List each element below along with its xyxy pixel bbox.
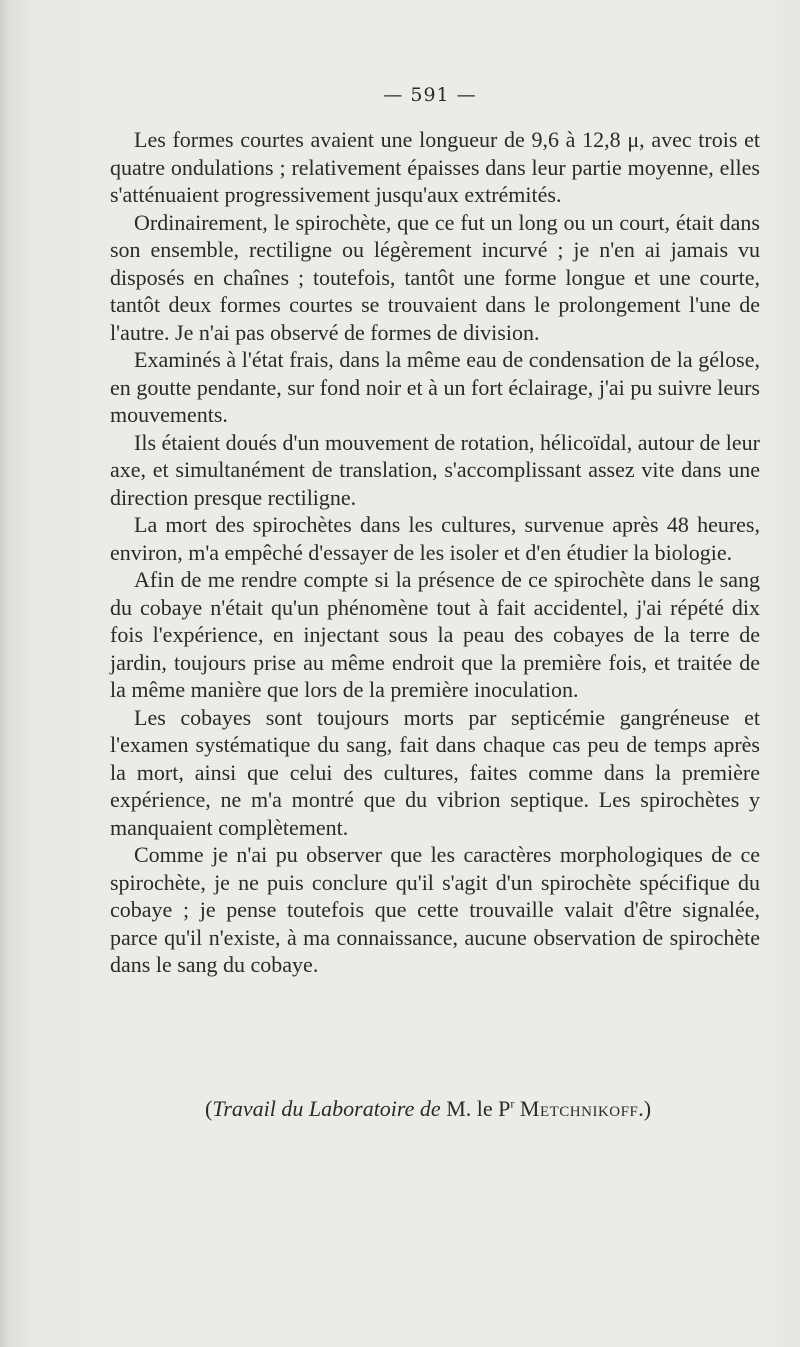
attribution-name: Metchnikoff bbox=[519, 1096, 639, 1121]
attribution-title: M. le P bbox=[440, 1096, 511, 1121]
attribution-title-sup: r bbox=[510, 1096, 515, 1111]
attribution-open-paren: ( bbox=[205, 1096, 213, 1121]
page-edge-shadow bbox=[0, 0, 10, 1347]
attribution-lab: Travail du Laboratoire de bbox=[212, 1096, 441, 1121]
paragraph: Afin de me rendre compte si la présence de ce spirochète dans le sang du cobaye n'était qu'un phénomène tout à fait accidentel, j'ai répété dix fois l'expérience, en injectant sous la peau des cobayes de la terre de jardin, toujours prise au même endroit que la première fois, et traitée de la même manière que lors de la première inoculation. bbox=[110, 567, 760, 702]
paragraph: Les formes courtes avaient une longueur de 9,6 à 12,8 μ, avec trois et quatre ondulations ; relativement épaisses dans leur partie moyenne, elles s'atténuaient progressivement jusqu'aux extrémités. bbox=[110, 127, 760, 207]
paragraph: Ils étaient doués d'un mouvement de rotation, hélicoïdal, autour de leur axe, et simultanément de translation, s'accomplissant assez vite dans une direction presque rectiligne. bbox=[110, 429, 760, 510]
paragraph: Examinés à l'état frais, dans la même eau de condensation de la gélose, en goutte pendante, sur fond noir et à un fort éclairage, j'ai pu suivre leurs mouvements. bbox=[110, 347, 760, 427]
body-text bbox=[110, 126, 760, 979]
attribution-close: .) bbox=[638, 1096, 652, 1121]
paragraph: Ordinairement, le spirochète, que ce fut un long ou un court, était dans son ensemble, rectiligne ou légèrement incurvé ; je n'en ai jamais vu disposés en chaînes ; toutefois, tantôt une forme longue et une courte, tantôt deux formes courtes se trouvaient dans le prolongement l'une de l'autre. Je n'ai pas observé de formes de division. bbox=[110, 209, 760, 345]
attribution bbox=[205, 1096, 765, 1122]
page-number: — 591 — bbox=[383, 84, 477, 106]
paragraph: Les cobayes sont toujours morts par septicémie gangréneuse et l'examen systématique du sang, fait dans chaque cas peu de temps après la mort, ainsi que celui des cultures, faites comme dans la première expérience, ne m'a montré que du vibrion septique. Les spirochètes y manquaient complètement. bbox=[110, 704, 760, 840]
paragraph: La mort des spirochètes dans les cultures, survenue après 48 heures, environ, m'a empêché d'essayer de les isoler et d'en étudier la biologie. bbox=[110, 512, 760, 565]
paragraph: Comme je n'ai pu observer que les caractères morphologiques de ce spirochète, je ne puis conclure qu'il s'agit d'un spirochète spécifique du cobaye ; je pense toutefois que cette trouvaille valait d'être signalée, parce qu'il n'existe, à ma connaissance, aucune observation de spirochète dans le sang du cobaye. bbox=[110, 842, 760, 977]
